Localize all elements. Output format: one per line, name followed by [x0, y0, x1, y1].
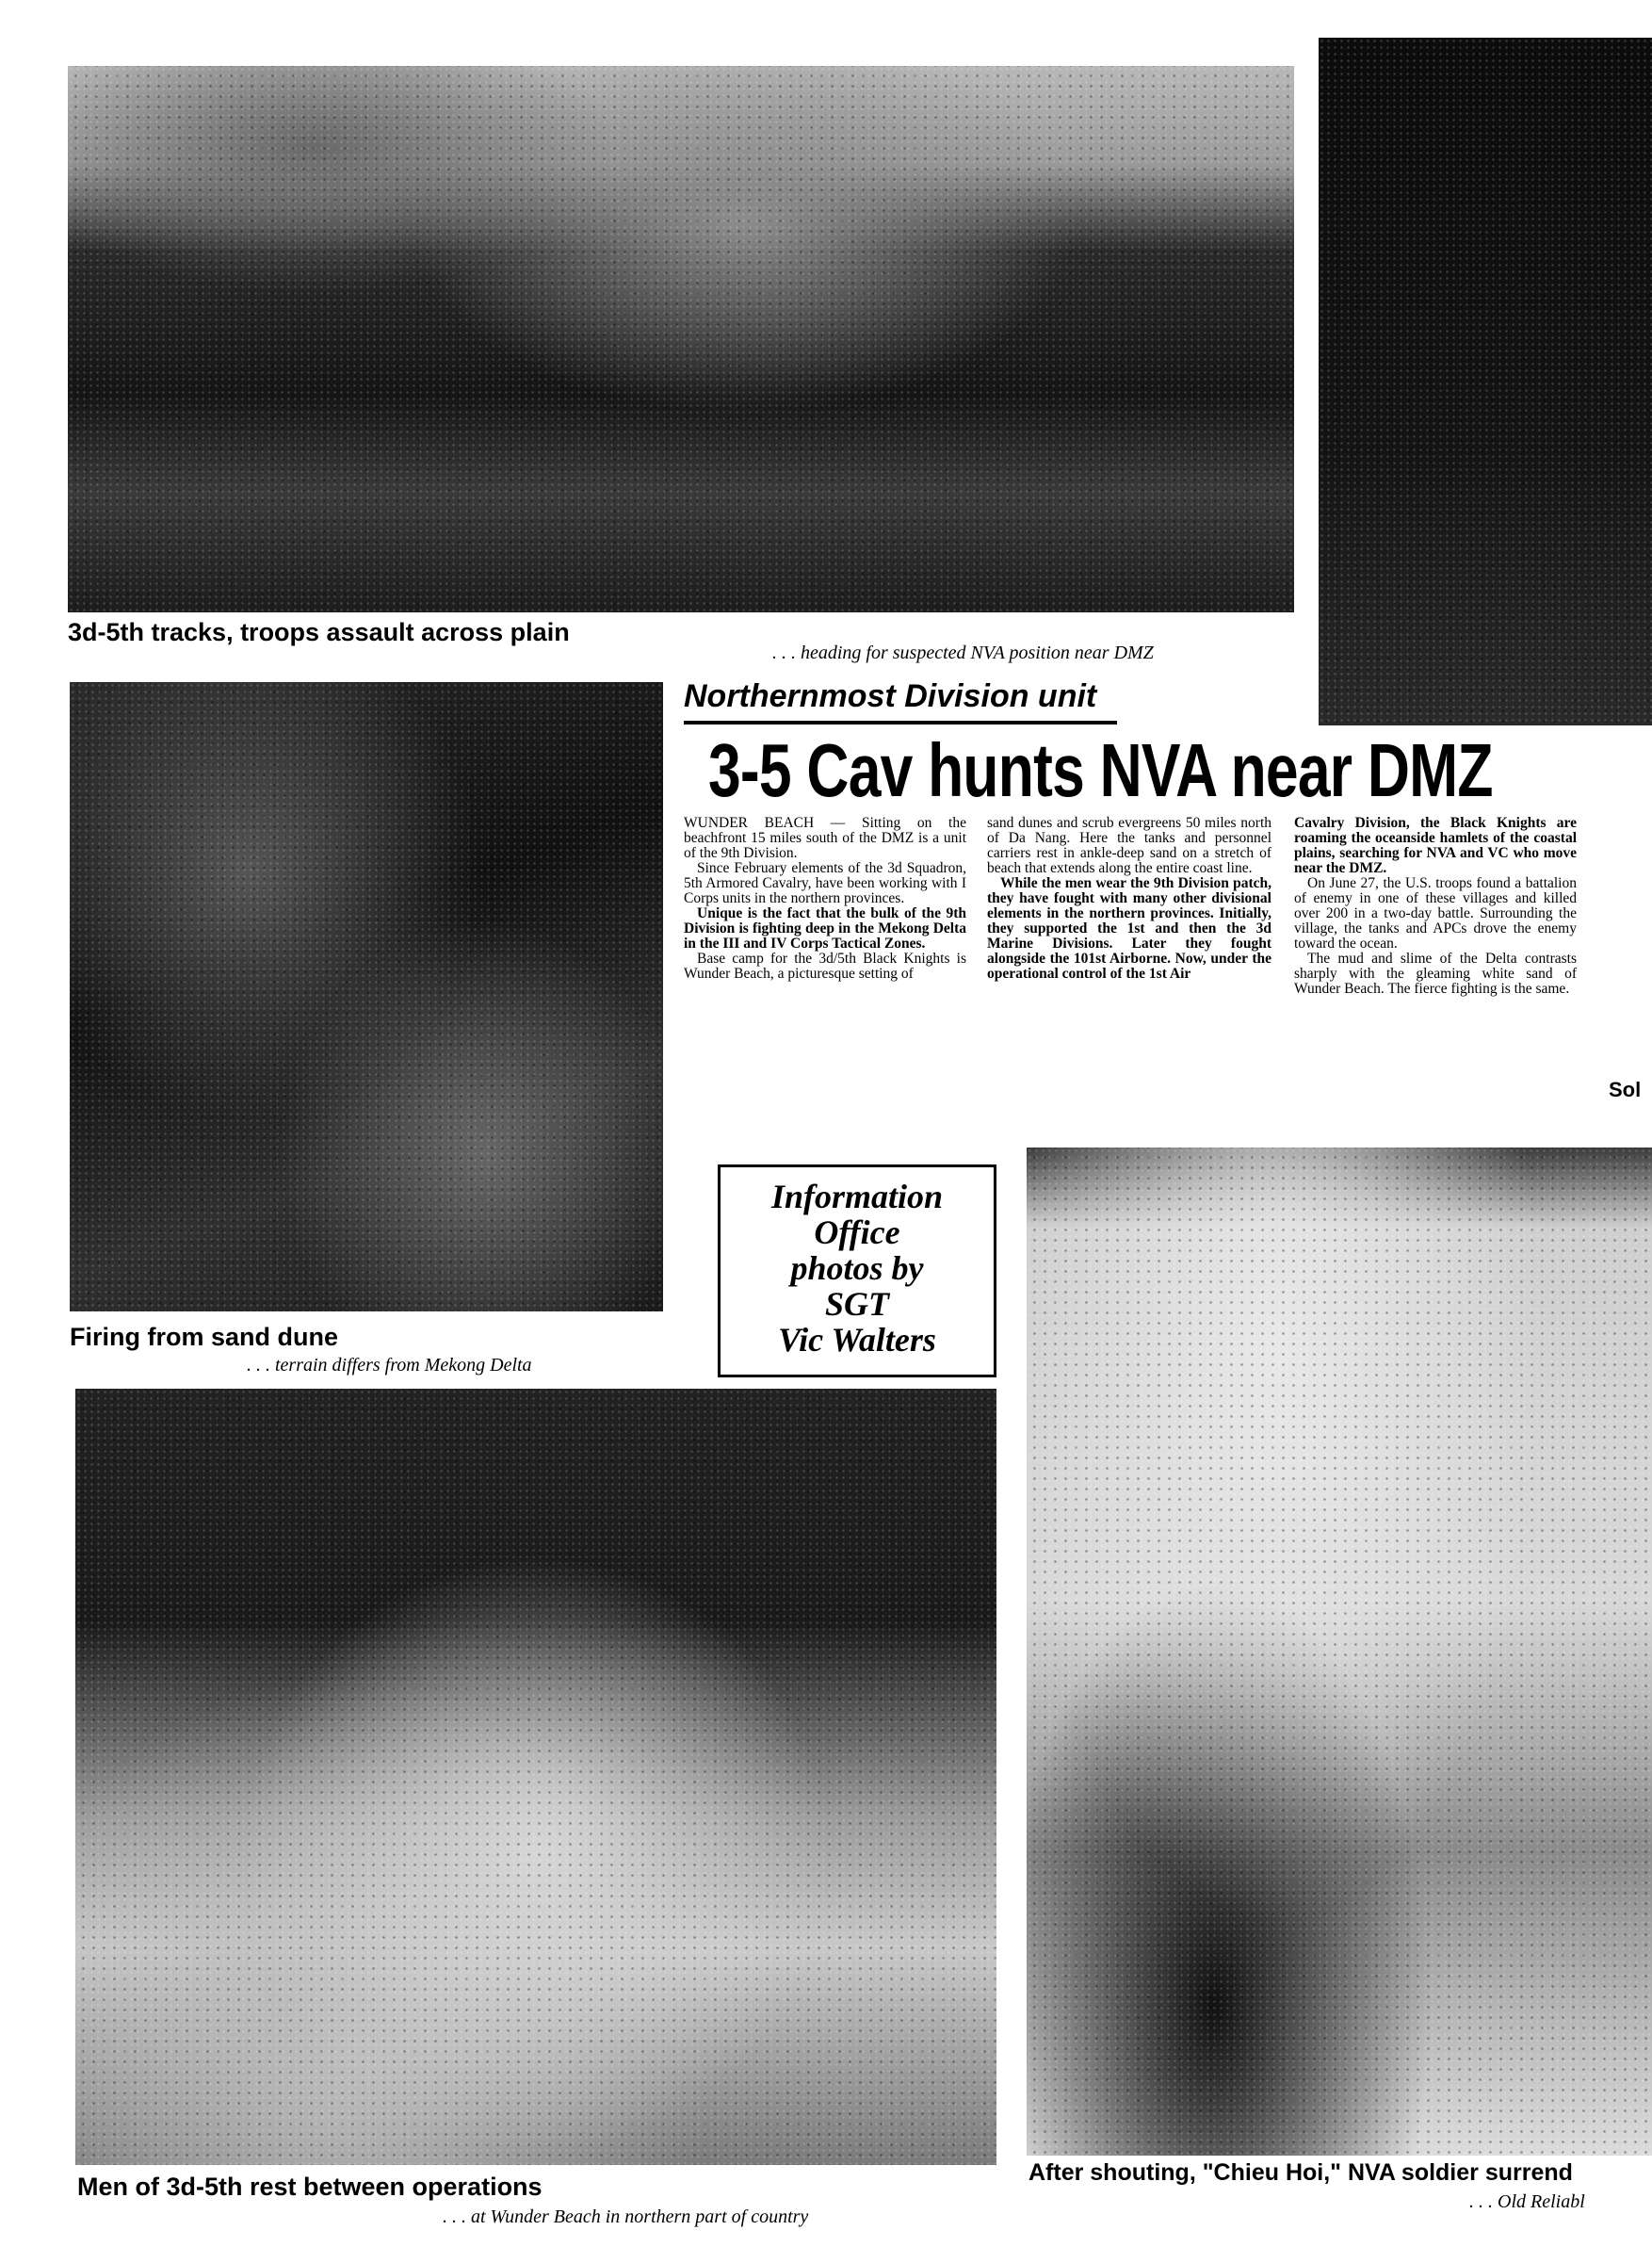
credit-line-2: Office — [814, 1213, 900, 1251]
caption-sand-dune: Firing from sand dune — [70, 1323, 339, 1351]
col2-para-1: sand dunes and scrub evergreens 50 miles north of Da Nang. Here the tanks and personnel carriers rest in ankle-deep sand on a stretch of beach that extends along the entire coast line. — [987, 815, 1271, 876]
credit-line-5: Vic Walters — [778, 1321, 936, 1359]
col3-para-2: On June 27, the U.S. troops found a battalion of enemy in one of these villages and killed over 200 in a two-day battle. Surrounding the village, the tanks and APCs drove the enemy toward the ocean. — [1294, 875, 1577, 952]
caption-men-resting: Men of 3d-5th rest between operations — [77, 2173, 543, 2201]
subcaption-tracks-plain: . . . heading for suspected NVA position near DMZ — [772, 643, 1154, 663]
col1-para-1: WUNDER BEACH — Sitting on the beachfront 15 miles south of the DMZ is a unit of the 9th Division. — [684, 815, 966, 861]
article-kicker: Northernmost Division unit — [684, 678, 1097, 714]
article-column-2 — [987, 816, 1271, 982]
article-column-1 — [684, 816, 966, 982]
article-column-3 — [1294, 816, 1577, 997]
photo-men-resting — [75, 1389, 996, 2165]
credit-line-4: SGT — [824, 1285, 889, 1323]
col3-para-1: Cavalry Division, the Black Knights are roaming the oceanside hamlets of the coastal plains, searching for NVA and VC who move near the DMZ. — [1294, 815, 1577, 876]
photo-nva-soldier — [1027, 1148, 1652, 2156]
col1-para-3: Unique is the fact that the bulk of the 9th Division is fighting deep in the Mekong Delta in the III and IV Corps Tactical Zones. — [684, 905, 966, 952]
caption-tracks-plain: 3d-5th tracks, troops assault across plain — [68, 618, 570, 646]
subcaption-sand-dune: . . . terrain differs from Mekong Delta — [247, 1355, 532, 1376]
col2-para-2: While the men wear the 9th Division patch, they have fought with many other divisional elements in the northern provinces. Initially, they supported the 1st and then the 3d Marine Divisions. Later they fought alongside the 101st Airborne. Now, under the operational control of the 1st Air — [987, 875, 1271, 982]
caption-nva-soldier: After shouting, "Chieu Hoi," NVA soldier surrend — [1028, 2159, 1573, 2186]
photo-right-strip — [1319, 38, 1652, 725]
subcaption-nva-soldier: . . . Old Reliabl — [1469, 2191, 1585, 2212]
col1-para-4: Base camp for the 3d/5th Black Knights is Wunder Beach, a picturesque setting of — [684, 951, 966, 982]
photo-sand-dune — [70, 682, 663, 1311]
credit-line-3: photos by — [790, 1249, 924, 1287]
subcaption-men-resting: . . . at Wunder Beach in northern part of country — [443, 2206, 809, 2227]
col1-para-2: Since February elements of the 3d Squadron, 5th Armored Cavalry, have been working with I Corps units in the northern provinces. — [684, 860, 966, 906]
kicker-rule — [684, 721, 1117, 724]
credit-line-1: Information — [770, 1178, 944, 1215]
col3-para-3: The mud and slime of the Delta contrasts sharply with the gleaming white sand of Wunder Beach. The fierce fighting is the same. — [1294, 951, 1577, 997]
right-edge-fragment: Sol — [1609, 1078, 1642, 1101]
photo-tracks-plain — [68, 66, 1294, 612]
article-headline: 3-5 Cav hunts NVA near DMZ — [708, 728, 1493, 812]
photo-credit-box — [718, 1164, 996, 1377]
